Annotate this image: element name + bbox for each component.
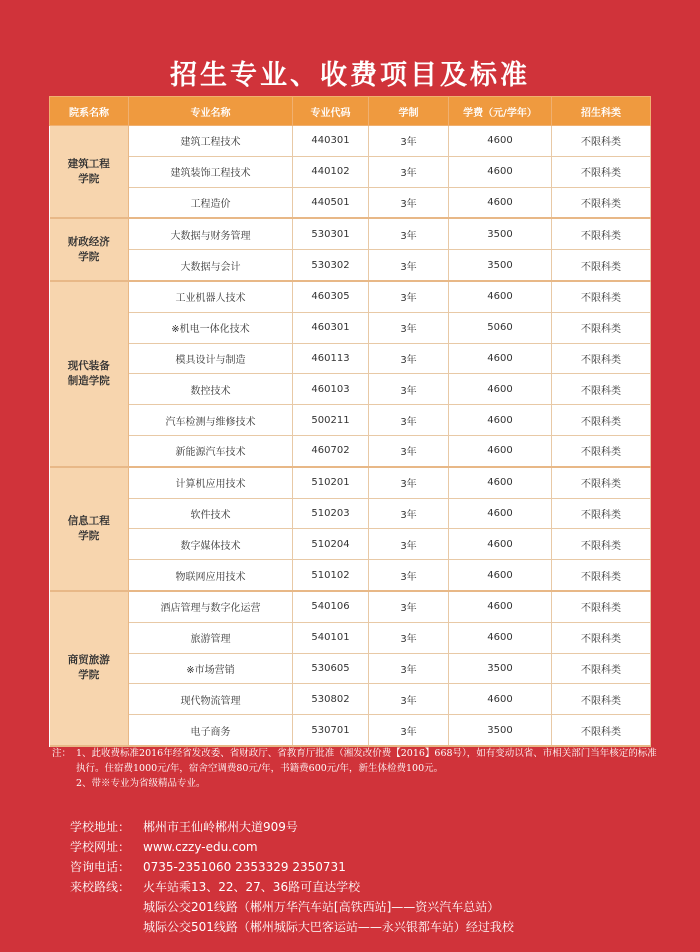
tuition-cell: 4600 — [449, 126, 552, 157]
major-name-cell: 现代物流管理 — [129, 684, 293, 715]
table-row — [50, 622, 651, 653]
category-cell: 不限科类 — [552, 467, 651, 498]
table-row — [50, 684, 651, 715]
major-name-cell: 大数据与会计 — [129, 250, 293, 281]
duration-cell: 3年 — [369, 187, 449, 218]
major-name-cell: 汽车检测与维修技术 — [129, 405, 293, 436]
duration-cell: 3年 — [369, 405, 449, 436]
category-cell: 不限科类 — [552, 405, 651, 436]
duration-cell: 3年 — [369, 498, 449, 529]
duration-cell: 3年 — [369, 684, 449, 715]
category-cell: 不限科类 — [552, 498, 651, 529]
department-name: 信息工程 学院 — [50, 467, 129, 591]
route-2: 城际公交201线路（郴州万华汽车站[高铁西站]——资兴汽车总站） — [143, 900, 500, 914]
note-1-number: 1、 — [76, 748, 92, 759]
header-code: 专业代码 — [293, 97, 369, 126]
tuition-cell: 3500 — [449, 715, 552, 746]
route-label: 来校路线： — [70, 880, 131, 894]
table-row — [50, 653, 651, 684]
major-name-cell: 建筑装饰工程技术 — [129, 156, 293, 187]
table-row — [50, 250, 651, 281]
category-cell: 不限科类 — [552, 591, 651, 622]
route-1: 火车站乘13、22、27、36路可直达学校 — [143, 880, 361, 894]
duration-cell: 3年 — [369, 156, 449, 187]
major-code-cell: 530302 — [293, 250, 369, 281]
address-label: 学校地址： — [70, 820, 131, 834]
department-name: 建筑工程 学院 — [50, 126, 129, 219]
major-name-cell: 旅游管理 — [129, 622, 293, 653]
category-cell: 不限科类 — [552, 529, 651, 560]
table-row — [50, 715, 651, 746]
major-code-cell: 500211 — [293, 405, 369, 436]
page-title: 招生专业、收费项目及标准 — [170, 60, 530, 91]
category-cell: 不限科类 — [552, 374, 651, 405]
tuition-cell: 4600 — [449, 343, 552, 374]
table-row — [50, 467, 651, 498]
duration-cell: 3年 — [369, 281, 449, 312]
table-row — [50, 343, 651, 374]
duration-cell: 3年 — [369, 218, 449, 249]
table-row — [50, 126, 651, 157]
major-name-cell: 酒店管理与数字化运营 — [129, 591, 293, 622]
duration-cell: 3年 — [369, 591, 449, 622]
tuition-cell: 4600 — [449, 156, 552, 187]
category-cell: 不限科类 — [552, 622, 651, 653]
major-code-cell: 510201 — [293, 467, 369, 498]
table-row — [50, 591, 651, 622]
category-cell: 不限科类 — [552, 435, 651, 466]
major-name-cell: 物联网应用技术 — [129, 560, 293, 591]
major-code-cell: 510102 — [293, 560, 369, 591]
tuition-cell: 4600 — [449, 374, 552, 405]
note-1-text: 此收费标准2016年经省发改委、省财政厅、省教育厅批准（湘发改价费【2016】668号），如有变动以省、市相关部门当年核定的标准执行。住宿费1000元/年，宿舍空调费80元/年，书籍费600元/年，新生体检费100元。 — [76, 748, 657, 774]
major-code-cell: 460301 — [293, 312, 369, 343]
major-name-cell: 建筑工程技术 — [129, 126, 293, 157]
tuition-cell: 5060 — [449, 312, 552, 343]
major-code-cell: 530605 — [293, 653, 369, 684]
category-cell: 不限科类 — [552, 312, 651, 343]
website-label: 学校网址： — [70, 840, 131, 854]
table-row — [50, 529, 651, 560]
category-cell: 不限科类 — [552, 560, 651, 591]
tuition-cell: 3500 — [449, 653, 552, 684]
table-row — [50, 560, 651, 591]
address-value: 郴州市王仙岭郴州大道909号 — [143, 820, 298, 834]
category-cell: 不限科类 — [552, 126, 651, 157]
duration-cell: 3年 — [369, 126, 449, 157]
major-code-cell: 460702 — [293, 435, 369, 466]
header-duration: 学制 — [369, 97, 449, 126]
tuition-cell: 4600 — [449, 622, 552, 653]
major-name-cell: 工业机器人技术 — [129, 281, 293, 312]
tuition-cell: 4600 — [449, 435, 552, 466]
tuition-cell: 4600 — [449, 529, 552, 560]
category-cell: 不限科类 — [552, 715, 651, 746]
major-code-cell: 460113 — [293, 343, 369, 374]
website-value[interactable]: www.czzy-edu.com — [143, 840, 258, 854]
duration-cell: 3年 — [369, 715, 449, 746]
major-code-cell: 440102 — [293, 156, 369, 187]
major-name-cell: ※市场营销 — [129, 653, 293, 684]
major-code-cell: 460305 — [293, 281, 369, 312]
major-code-cell: 530802 — [293, 684, 369, 715]
category-cell: 不限科类 — [552, 250, 651, 281]
major-code-cell: 540101 — [293, 622, 369, 653]
table-row — [50, 312, 651, 343]
department-name: 商贸旅游 学院 — [50, 591, 129, 746]
category-cell: 不限科类 — [552, 653, 651, 684]
duration-cell: 3年 — [369, 653, 449, 684]
header-major: 专业名称 — [129, 97, 293, 126]
tuition-cell: 4600 — [449, 591, 552, 622]
major-name-cell: ※机电一体化技术 — [129, 312, 293, 343]
category-cell: 不限科类 — [552, 343, 651, 374]
category-cell: 不限科类 — [552, 684, 651, 715]
duration-cell: 3年 — [369, 529, 449, 560]
tuition-cell: 4600 — [449, 187, 552, 218]
major-code-cell: 440501 — [293, 187, 369, 218]
table-row — [50, 281, 651, 312]
note-2: 2、带※专业为省级精品专业。 — [76, 778, 206, 789]
major-code-cell: 460103 — [293, 374, 369, 405]
header-tuition: 学费（元/学年） — [449, 97, 552, 126]
duration-cell: 3年 — [369, 435, 449, 466]
major-name-cell: 计算机应用技术 — [129, 467, 293, 498]
major-name-cell: 新能源汽车技术 — [129, 435, 293, 466]
table-row — [50, 435, 651, 466]
duration-cell: 3年 — [369, 312, 449, 343]
tuition-cell: 4600 — [449, 684, 552, 715]
table-row — [50, 187, 651, 218]
tuition-cell: 3500 — [449, 250, 552, 281]
tuition-cell: 4600 — [449, 560, 552, 591]
table-body — [50, 126, 651, 746]
major-code-cell: 540106 — [293, 591, 369, 622]
phone-label: 咨询电话： — [70, 860, 131, 874]
duration-cell: 3年 — [369, 343, 449, 374]
contact-info — [70, 817, 514, 937]
tuition-cell: 4600 — [449, 405, 552, 436]
major-name-cell: 数字媒体技术 — [129, 529, 293, 560]
category-cell: 不限科类 — [552, 156, 651, 187]
table-row — [50, 498, 651, 529]
tuition-cell: 4600 — [449, 498, 552, 529]
table-row — [50, 405, 651, 436]
major-name-cell: 模具设计与制造 — [129, 343, 293, 374]
major-name-cell: 大数据与财务管理 — [129, 218, 293, 249]
phone-value: 0735-2351060 2353329 2350731 — [143, 860, 346, 874]
major-name-cell: 数控技术 — [129, 374, 293, 405]
duration-cell: 3年 — [369, 250, 449, 281]
notes-section — [52, 746, 662, 791]
duration-cell: 3年 — [369, 374, 449, 405]
header-category: 招生科类 — [552, 97, 651, 126]
category-cell: 不限科类 — [552, 281, 651, 312]
category-cell: 不限科类 — [552, 218, 651, 249]
table-header-row — [50, 97, 651, 126]
duration-cell: 3年 — [369, 622, 449, 653]
major-name-cell: 软件技术 — [129, 498, 293, 529]
notes-label: 注： — [52, 748, 72, 759]
department-name: 现代装备 制造学院 — [50, 281, 129, 467]
tuition-cell: 4600 — [449, 281, 552, 312]
fee-table — [49, 96, 651, 747]
route-3: 城际公交501线路（郴州城际大巴客运站——永兴银都车站）经过我校 — [143, 920, 514, 934]
major-code-cell: 530701 — [293, 715, 369, 746]
major-code-cell: 510203 — [293, 498, 369, 529]
major-name-cell: 电子商务 — [129, 715, 293, 746]
category-cell: 不限科类 — [552, 187, 651, 218]
table-row — [50, 156, 651, 187]
tuition-cell: 4600 — [449, 467, 552, 498]
major-code-cell: 530301 — [293, 218, 369, 249]
table-row — [50, 218, 651, 249]
major-code-cell: 510204 — [293, 529, 369, 560]
tuition-cell: 3500 — [449, 218, 552, 249]
department-name: 财政经济 学院 — [50, 218, 129, 281]
header-department: 院系名称 — [50, 97, 129, 126]
major-name-cell: 工程造价 — [129, 187, 293, 218]
duration-cell: 3年 — [369, 560, 449, 591]
table-row — [50, 374, 651, 405]
major-code-cell: 440301 — [293, 126, 369, 157]
duration-cell: 3年 — [369, 467, 449, 498]
